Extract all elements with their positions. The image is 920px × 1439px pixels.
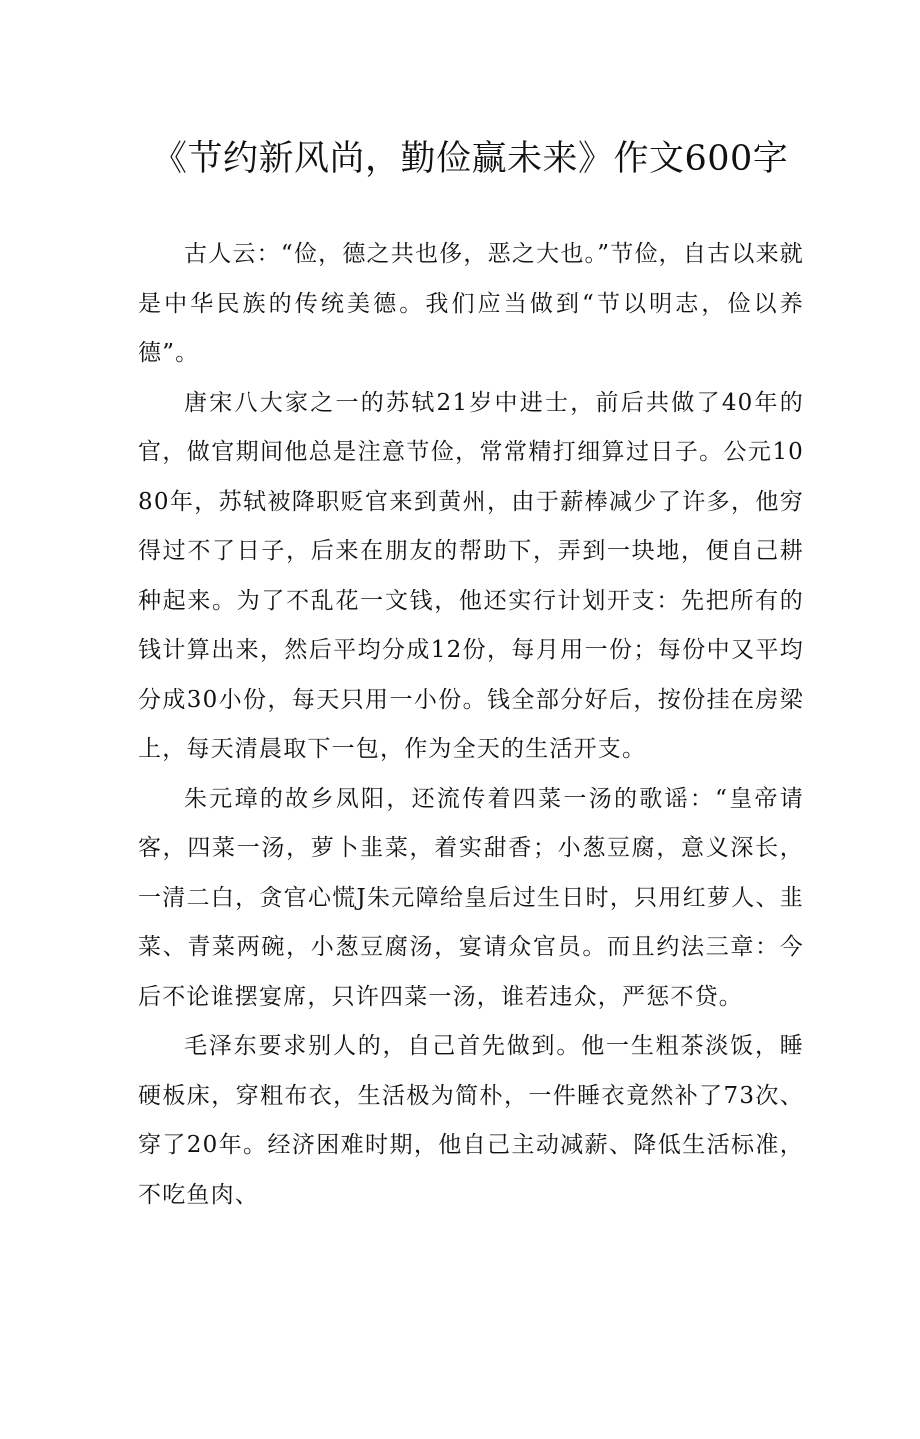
paragraph-mao-zedong: 毛泽东要求别人的，自己首先做到。他一生粗茶淡饭，睡硬板床，穿粗布衣，生活极为简朴，一件睡衣竟然补了73次、穿了20年。经济困难时期，他自己主动减薪、降低生活标准，不吃鱼肉、 xyxy=(138,1033,804,1208)
document-body xyxy=(138,230,804,1220)
document-title: 《节约新风尚，勤俭赢未来》作文600字 xyxy=(152,139,789,179)
document-page xyxy=(0,138,920,1439)
paragraph-su-shi: 唐宋八大家之一的苏轼21岁中进士，前后共做了40年的官，做官期间他总是注意节俭，常常精打细算过日子。公元1080年，苏轼被降职贬官来到黄州，由于薪棒减少了许多，他穷得过不了日子，后来在朋友的帮助下，弄到一块地，便自己耕种起来。为了不乱花一文钱，他还实行计划开支：先把所有的钱计算出来，然后平均分成12份，每月用一份；每份中又平均分成30小份，每天只用一小份。钱全部分好后，按份挂在房梁上，每天清晨取下一包，作为全天的生活开支。 xyxy=(138,389,804,762)
paragraph-zhu-yuanzhang: 朱元璋的故乡凤阳，还流传着四菜一汤的歌谣：“皇帝请客，四菜一汤，萝卜韭菜，着实甜香；小葱豆腐，意义深长，一清二白，贪官心慌J朱元障给皇后过生日时，只用红萝人、韭菜、青菜两碗，小葱豆腐汤，宴请众官员。而且约法三章：今后不论谁摆宴席，只许四菜一汤，谁若违众，严惩不贷。 xyxy=(138,785,804,1010)
paragraph-ancient-saying: 古人云：“俭，德之共也侈，恶之大也。”节俭，自古以来就是中华民族的传统美德。我们应当做到“节以明志，俭以养德”。 xyxy=(138,241,804,366)
